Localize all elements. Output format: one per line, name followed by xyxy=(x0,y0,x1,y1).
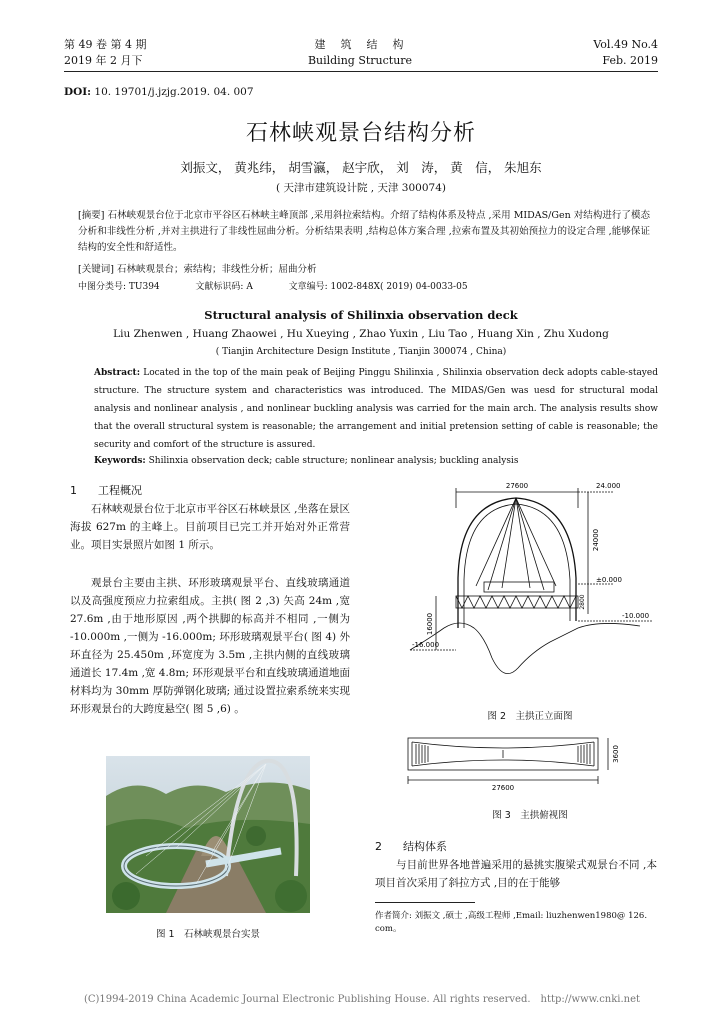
keywords-cn-text: 石林峡观景台；索结构；非线性分析；屈曲分析 xyxy=(116,264,317,275)
section1-para2: 观景台主要由主拱、环形玻璃观景平台、直线玻璃通道以及高强度预应力拉索组成。主拱( 图 2 ,3) 矢高 24m ,宽 27.6m ,由于地形原因 ,两个拱脚的标高并不相同 ,一侧为 -10.000m ,一侧为 -16.000m; 环形玻璃观景平台( 图 4) 外环直径为 25.450m ,环宽度为 3.5m ,主拱内侧的直线玻璃通道长 17.4m ,宽 4.8m; 环形观景平台和直线玻璃通道地面材料均为 30mm 厚防弹钢化玻璃; 通过设置拉索系统来实现环形观景台的大跨度悬空( 图 5 ,6) 。 xyxy=(70,577,350,715)
doc-code: 文献标识码: A xyxy=(195,282,253,292)
abstract-cn-label: [摘要] xyxy=(78,210,105,221)
copyright-footer: (C)1994-2019 China Academic Journal Electronic Publishing House. All rights reserved. http://www.cnki.net xyxy=(83,994,641,1005)
fig2-left-elevation: -16.000 xyxy=(412,641,440,649)
journal-issue: 第 49 卷 第 4 期 xyxy=(64,38,147,51)
abstract-en-label: Abstract: xyxy=(94,368,141,378)
arch-plan-drawing xyxy=(398,732,660,792)
journal-date: 2019 年 2 月下 xyxy=(64,54,143,67)
keywords-cn-label: [关键词] xyxy=(78,264,114,275)
section2-number: 2 xyxy=(375,840,382,853)
arch-elevation-drawing xyxy=(400,478,662,688)
figure1-caption: 图 1 石林峡观景台实景 xyxy=(155,929,261,940)
doi-label: DOI: xyxy=(64,86,92,98)
section2-para1: 与目前世界各地普遍采用的悬挑实腹梁式观景台不同 ,本项目首次采用了斜拉方式 ,目的在于能够 xyxy=(375,859,657,889)
fig2-height-dim: 24000 xyxy=(592,528,600,552)
journal-name-en: Building Structure xyxy=(307,54,413,67)
figure2-caption: 图 2 主拱正立面图 xyxy=(487,711,573,722)
fig3-width-dim: 27600 xyxy=(491,784,515,792)
affiliation-en: ( Tianjin Architecture Design Institute , Tianjin 300074 , China) xyxy=(215,347,507,357)
fig2-right-elevation: -10.000 xyxy=(622,612,650,620)
figure1-photo xyxy=(106,756,310,913)
keywords-en xyxy=(94,452,658,470)
footnote-rule xyxy=(375,902,475,903)
affiliation-cn: ( 天津市建筑设计院 , 天津 300074) xyxy=(276,182,446,194)
abstract-cn xyxy=(78,208,650,256)
author-footnote: 作者简介: 刘振文 ,硕士 ,高级工程师 ,Email: liuzhenwen1980@ 126. com。 xyxy=(375,911,648,934)
section1-heading xyxy=(70,482,142,498)
fig2-width-dim: 27600 xyxy=(505,482,529,490)
keywords-en-label: Keywords: xyxy=(94,456,146,466)
authors-cn: 刘振文， 黄兆纬， 胡雪瀛， 赵宇欣， 刘 涛， 黄 信， 朱旭东 xyxy=(180,160,542,175)
section1-title: 工程概况 xyxy=(98,484,142,497)
doi xyxy=(64,86,254,98)
journal-name-cn: 建 筑 结 构 xyxy=(314,38,406,51)
section2-title: 结构体系 xyxy=(403,840,447,853)
abstract-en-text: Located in the top of the main peak of Beijing Pinggu Shilinxia , Shilinxia observation deck adopts cable-stayed structure. The structure system and characteristics was introduced. The MIDAS/Gen was uesd for structural modal analysis and nonlinear analysis , and nonlinear buckling analysis was carried for the main arch. The analysis results show that the overall structural system is reasonable; the arrangement and initial pretension setting of cable is reasonable; the security and comfort of the structure is assured. xyxy=(94,368,658,450)
figure2-elevation xyxy=(400,478,662,688)
abstract-cn-text: 石林峡观景台位于北京市平谷区石林峡主峰顶部 ,采用斜拉索结构。介绍了结构体系及特点 ,采用 MIDAS/Gen 对结构进行了模态分析和非线性分析 ,并对主拱进行了非线性屈曲分析。分析结果表明 ,结构总体方案合理 ,拉索布置及其初始预拉力的设定合理 ,能够保证结构的安全性和舒适性。 xyxy=(78,210,650,253)
clc-number: 中图分类号: TU394 xyxy=(78,282,160,292)
fig2-mid-dim: 2800 xyxy=(579,594,586,610)
fig2-zero-elevation: ±0.000 xyxy=(596,576,622,584)
article-number: 文章编号: 1002-848X( 2019) 04-0033-05 xyxy=(288,282,468,292)
keywords-cn xyxy=(78,262,650,278)
fig2-top-elevation: 24.000 xyxy=(596,482,621,490)
journal-month: Feb. 2019 xyxy=(602,54,658,67)
abstract-en xyxy=(94,364,658,454)
observation-deck-photo xyxy=(106,756,310,913)
section1-para1: 石林峡观景台位于北京市平谷区石林峡景区 ,坐落在景区海拔 627m 的主峰上。目前项目已完工并开始对外正常营业。项目实景照片如图 1 所示。 xyxy=(70,503,350,551)
section2-heading xyxy=(375,838,447,854)
header-rule xyxy=(64,71,658,72)
doi-value: 10. 19701/j.jzjg.2019. 04. 007 xyxy=(94,86,254,98)
journal-volume: Vol.49 No.4 xyxy=(593,38,658,51)
fig3-height-dim: 3600 xyxy=(612,745,620,763)
title-cn: 石林峡观景台结构分析 xyxy=(245,121,476,146)
fig2-left-dim: 16000 xyxy=(426,612,434,636)
figure3-plan xyxy=(398,732,660,792)
figure3-caption: 图 3 主拱俯视图 xyxy=(492,810,568,821)
keywords-en-text: Shilinxia observation deck; cable structure; nonlinear analysis; buckling analysis xyxy=(148,456,519,466)
authors-en: Liu Zhenwen , Huang Zhaowei , Hu Xueying , Zhao Yuxin , Liu Tao , Huang Xin , Zhu Xudong xyxy=(113,328,609,340)
title-en: Structural analysis of Shilinxia observation deck xyxy=(204,308,518,322)
classification-line xyxy=(78,279,650,295)
section1-number: 1 xyxy=(70,484,77,497)
